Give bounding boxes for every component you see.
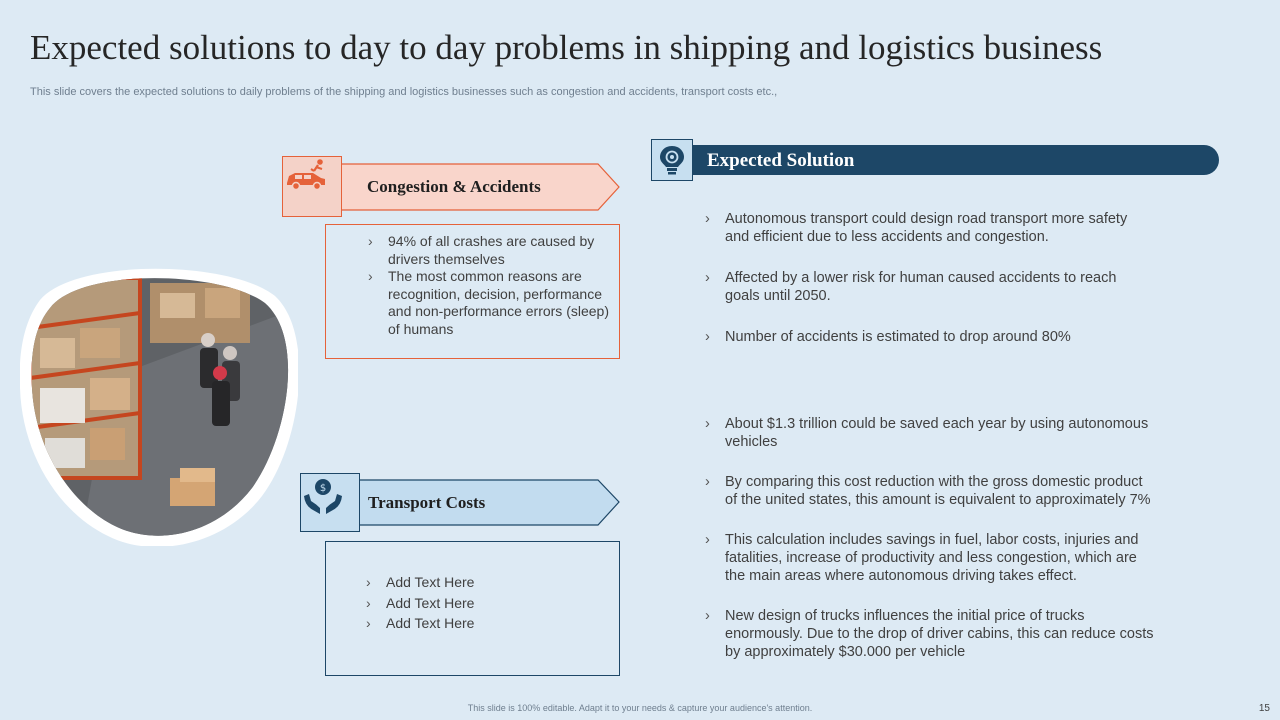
congestion-accidents-header — [282, 156, 622, 218]
congestion-accidents-label: Congestion & Accidents — [367, 177, 541, 196]
page-number: 15 — [1258, 703, 1270, 714]
list-item: › Add Text Here — [366, 593, 606, 614]
list-item: › Number of accidents is estimated to drop around 80% — [705, 328, 1155, 346]
list-item: › New design of trucks influences the initial price of trucks enormously. Due to the drop of driver cabins, this can reduce costs by approximately $30.000 per vehicle — [705, 607, 1155, 661]
list-item: › Autonomous transport could design road transport more safety and efficient due to less accidents and congestion. — [705, 210, 1155, 246]
list-item: › The most common reasons are recognition, decision, performance and non-performance errors (sleep) of humans — [368, 268, 618, 338]
transport-costs-textbox — [325, 541, 620, 676]
solution-list-accidents — [705, 210, 1155, 346]
footer-note: This slide is 100% editable. Adapt it to your needs & capture your audience's attention. — [467, 703, 813, 713]
solution-list-costs — [705, 415, 1155, 661]
list-item: › 94% of all crashes are caused by drivers themselves — [368, 233, 618, 268]
list-item: › Affected by a lower risk for human caused accidents to reach goals until 2050. — [705, 269, 1155, 305]
expected-solution-label: Expected Solution — [707, 150, 855, 171]
list-item: › By comparing this cost reduction with the gross domestic product of the united states, this amount is equivalent to approximately 7% — [705, 473, 1155, 509]
list-item: › This calculation includes savings in fuel, labor costs, injuries and fatalities, increase of productivity and less congestion, which are the main areas where autonomous driving takes effect. — [705, 531, 1155, 585]
congestion-accidents-textbox — [325, 224, 620, 359]
transport-costs-header — [300, 472, 622, 534]
warehouse-photo — [20, 268, 298, 546]
svg-text:$: $ — [319, 483, 327, 494]
money-hands-icon — [300, 473, 360, 532]
list-item: › About $1.3 trillion could be saved each year by using autonomous vehicles — [705, 415, 1155, 451]
list-item: › Add Text Here — [366, 613, 606, 634]
page-title: Expected solutions to day to day problems in shipping and logistics business — [30, 28, 1103, 67]
page-subtitle: This slide covers the expected solutions to daily problems of the shipping and logistics businesses such as congestion and accidents, transport costs etc., — [30, 86, 778, 98]
car-crash-icon — [282, 156, 342, 217]
lightbulb-gear-icon — [651, 139, 693, 181]
transport-costs-label: Transport Costs — [368, 493, 486, 512]
list-item: › Add Text Here — [366, 572, 606, 593]
